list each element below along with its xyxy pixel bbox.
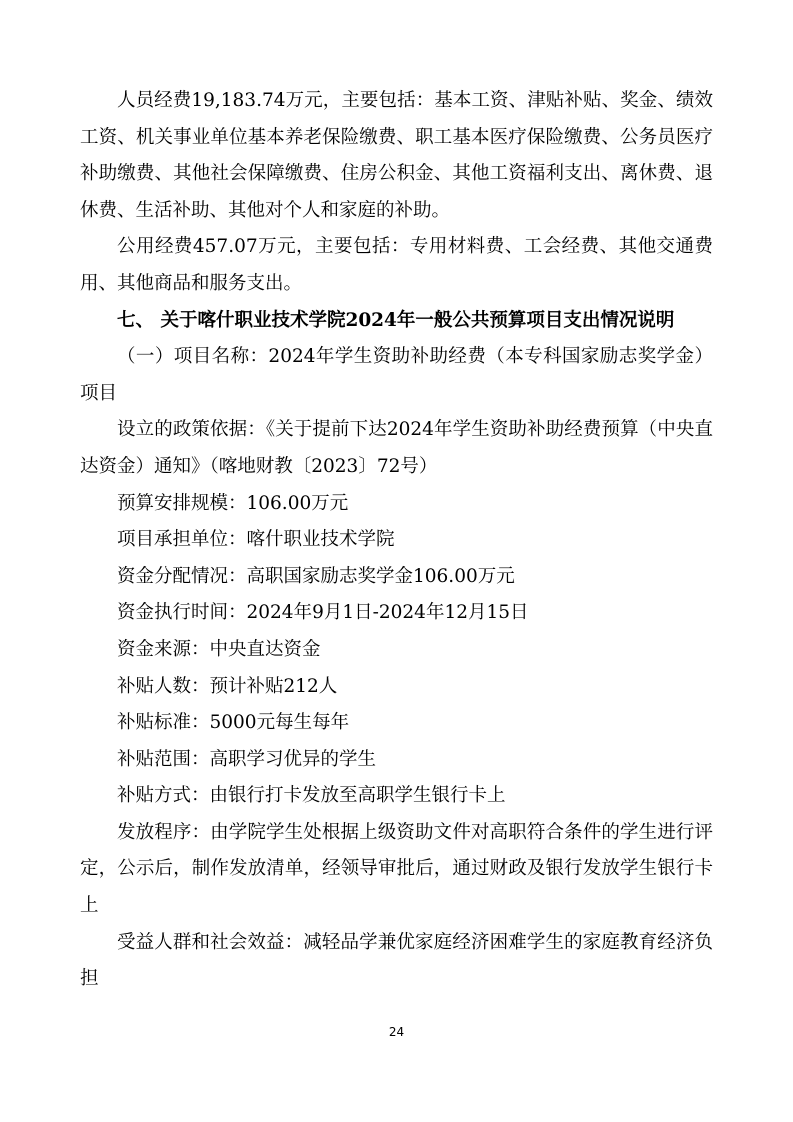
paragraph-budget-scale: 预算安排规模：106.00万元: [117, 492, 349, 514]
paragraph-personnel-expenses: 人员经费19,183.74万元，主要包括：基本工资、津贴补贴、奖金、绩效工资、机关事业单位基本养老保险缴费、职工基本医疗保险缴费、公务员医疗补助缴费、其他社会保障缴费、住房公积金、其他工资福利支出、离休费、退休费、生活补助、其他对个人和家庭的补助。: [80, 90, 713, 221]
paragraph-distribution-procedure: 发放程序：由学院学生处根据上级资助文件对高职符合条件的学生进行评定，公示后，制作发放清单，经领导审批后，通过财政及银行发放学生银行卡上: [80, 821, 713, 917]
document-body: [80, 83, 713, 998]
paragraph-beneficiaries: 受益人群和社会效益：减轻品学兼优家庭经济困难学生的家庭教育经济负担: [80, 931, 713, 990]
paragraph-policy-basis: 设立的政策依据：《关于提前下达2024年学生资助补助经费预算（中央直达资金）通知》（喀地财教〔2023〕72号）: [80, 419, 713, 477]
paragraph-project-name: （一）项目名称：2024年学生资助补助经费（本专科国家励志奖学金）项目: [80, 346, 713, 404]
paragraph-public-expenses: 公用经费457.07万元，主要包括：专用材料费、工会经费、其他交通费用、其他商品和服务支出。: [80, 236, 713, 294]
paragraph-execution-period: 资金执行时间：2024年9月1日-2024年12月15日: [117, 602, 529, 624]
page-number: 24: [388, 1025, 405, 1039]
paragraph-subsidy-standard: 补贴标准：5000元每生每年: [117, 712, 350, 734]
paragraph-subsidy-method: 补贴方式：由银行打卡发放至高职学生银行卡上: [117, 785, 506, 807]
paragraph-responsible-unit: 项目承担单位：喀什职业技术学院: [117, 529, 395, 551]
paragraph-fund-allocation: 资金分配情况：高职国家励志奖学金106.00万元: [117, 565, 515, 587]
paragraph-subsidy-scope: 补贴范围：高职学习优异的学生: [117, 748, 377, 770]
paragraph-subsidy-count: 补贴人数：预计补贴212人: [117, 675, 338, 697]
section-heading-project-expenditure: 七、 关于喀什职业技术学院2024年一般公共预算项目支出情况说明: [117, 309, 675, 331]
paragraph-fund-source: 资金来源：中央直达资金: [117, 638, 321, 660]
